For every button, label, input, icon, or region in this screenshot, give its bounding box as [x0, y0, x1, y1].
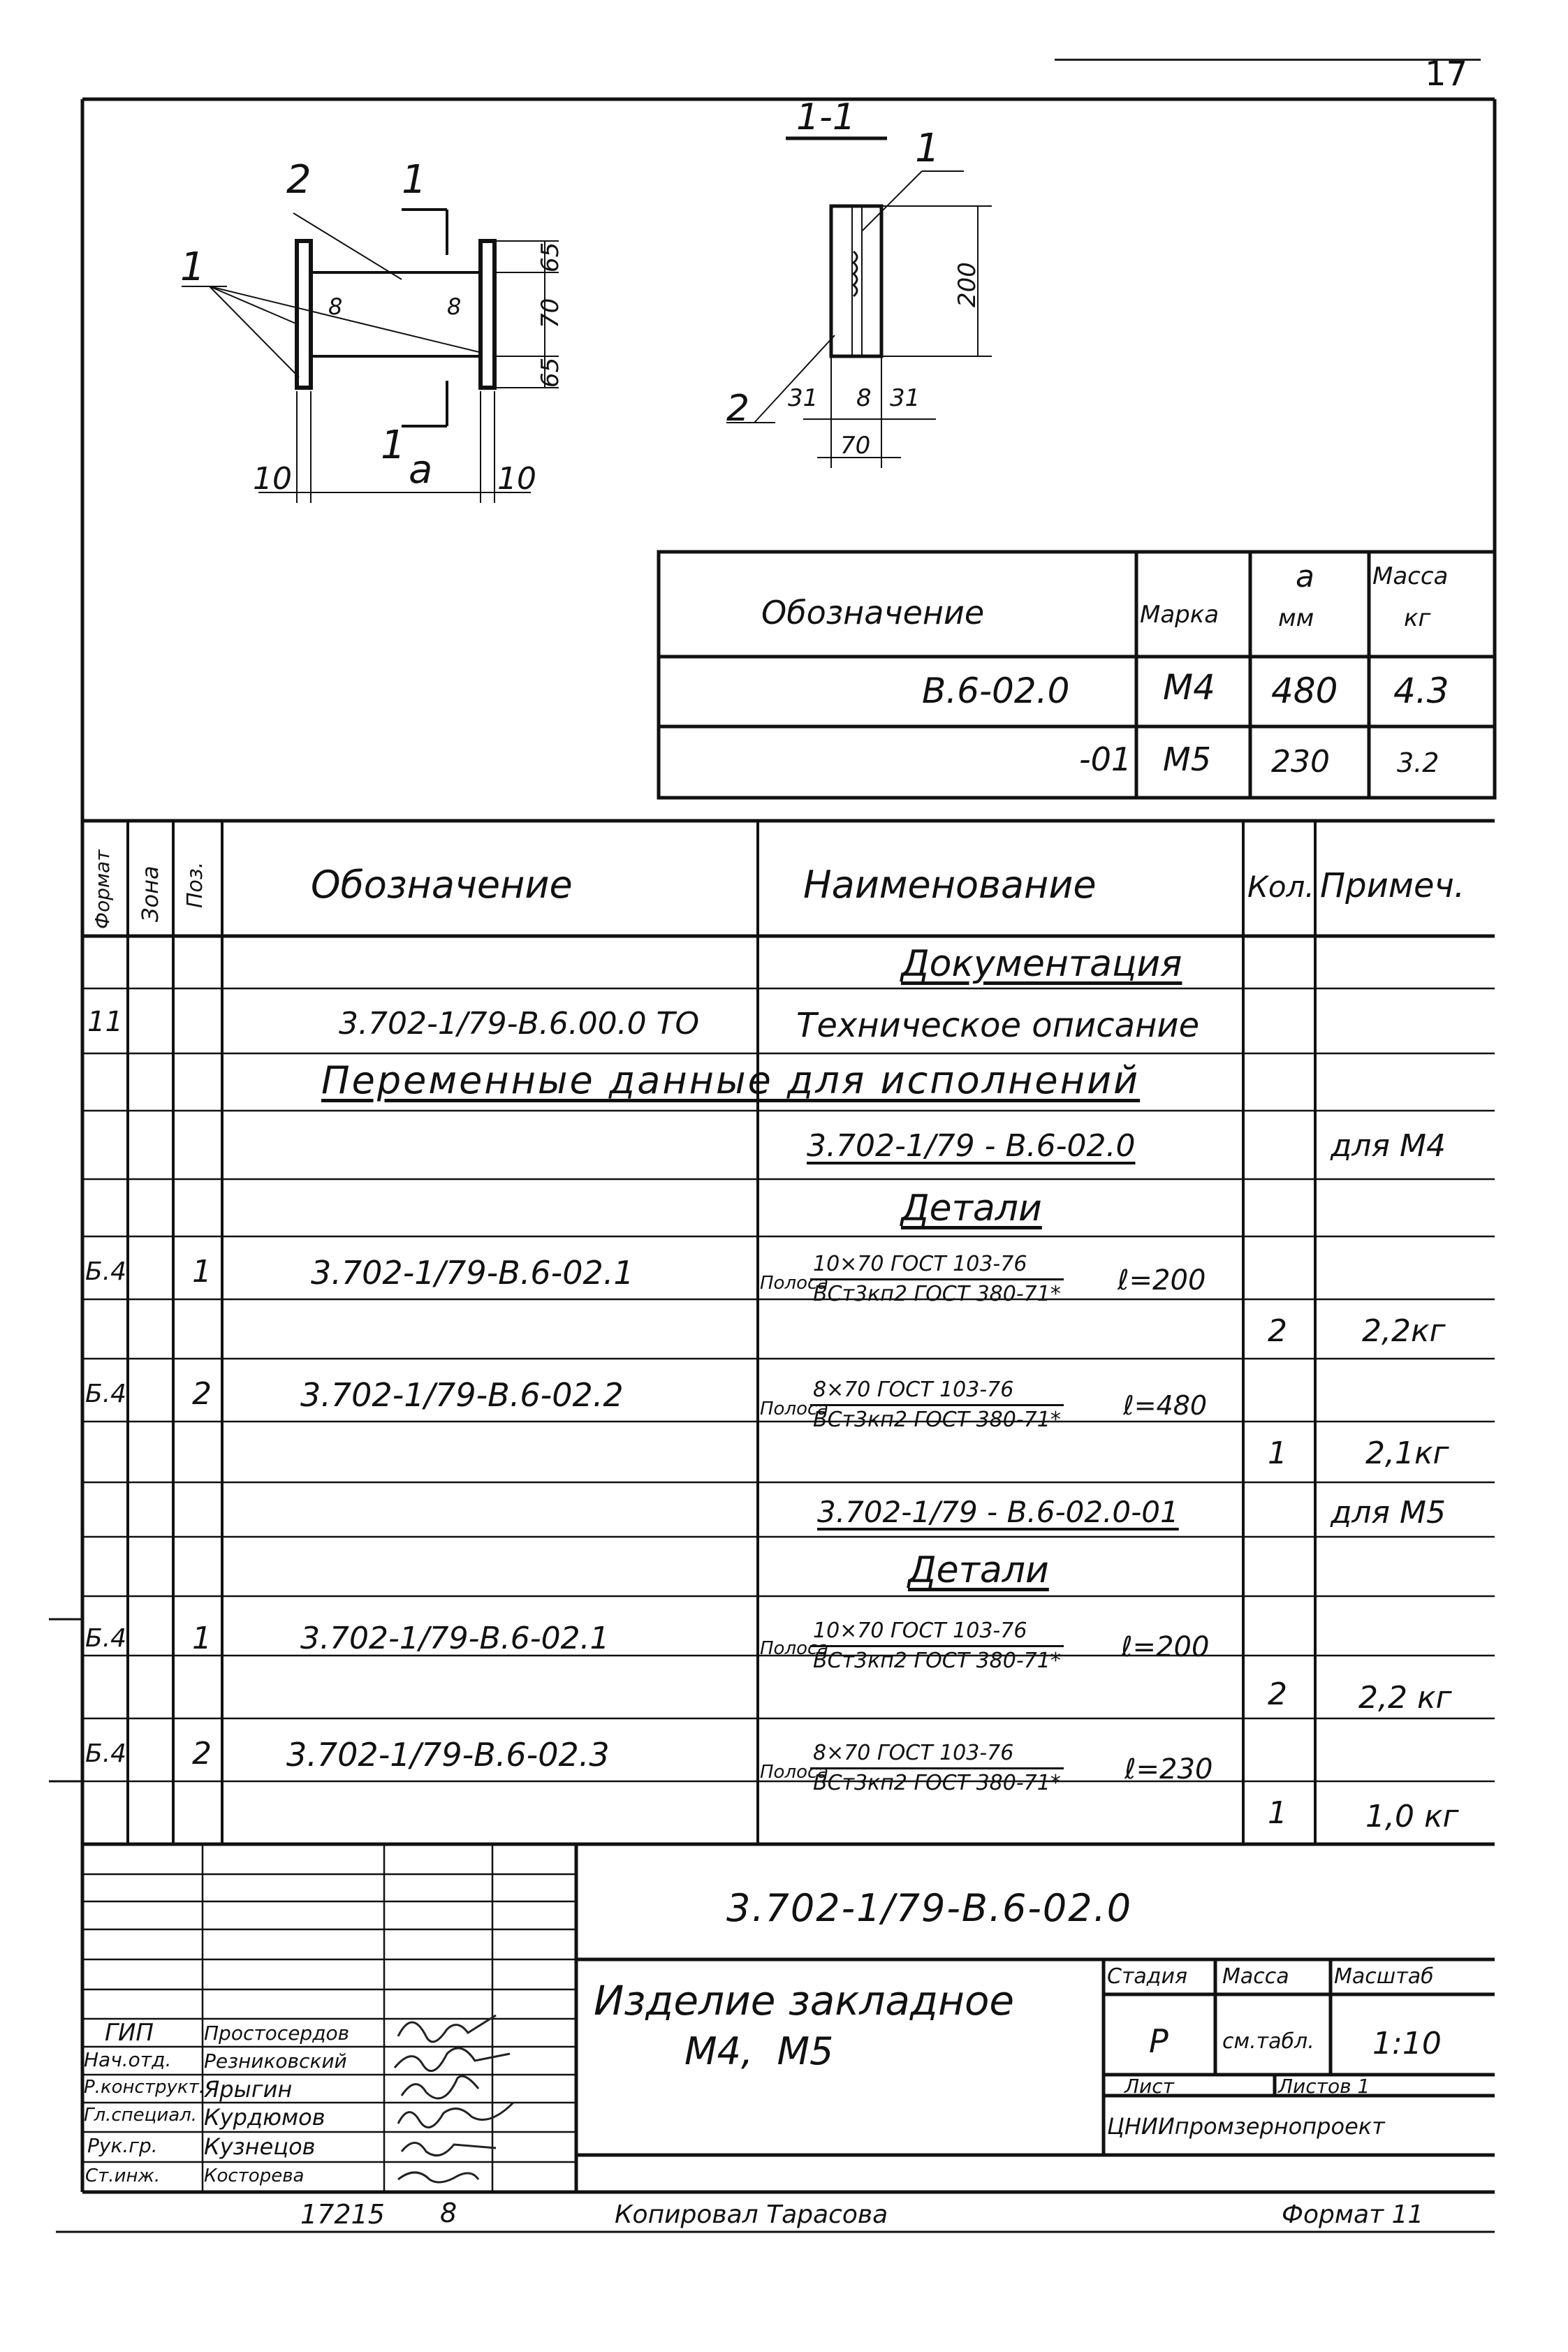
spec-header-qty: Кол. — [1247, 870, 1314, 904]
vt-header-mass: Масса — [1372, 562, 1449, 590]
spec-r1-note: 2,2кг — [1362, 1313, 1446, 1349]
tb-role-gip: ГИП — [105, 2019, 154, 2047]
vt-row2-designation: -01 — [1079, 740, 1132, 778]
spec-r3-designation: 3.702-1/79-В.6-02.1 — [300, 1621, 610, 1656]
dim-10-left: 10 — [253, 461, 292, 497]
vt-header-a-unit: мм — [1278, 604, 1314, 632]
tb-scale-label: Масштаб — [1334, 1964, 1434, 1989]
spec-r4-den: ВСт3кп2 ГОСТ 380-71* — [813, 1771, 1061, 1795]
spec-r4-profile — [810, 1739, 1064, 1797]
spec-variant1-note: для М4 — [1331, 1128, 1446, 1164]
tb-role-rkonstr: Р.конструкт. — [84, 2077, 205, 2098]
spec-header-pos: Поз. — [183, 861, 207, 908]
vt-row1-mark: М4 — [1163, 667, 1215, 708]
dim-65-top: 65 — [536, 242, 564, 272]
tb-name-rukgr: Кузнецов — [204, 2133, 316, 2160]
callout-cut-bot: 1 — [381, 423, 406, 468]
spec-doc-name: Техническое описание — [796, 1006, 1200, 1045]
spec-r4-designation: 3.702-1/79-В.6-02.3 — [286, 1736, 610, 1774]
spec-r2-qty: 1 — [1268, 1436, 1287, 1471]
tb-role-nach: Нач.отд. — [84, 2048, 172, 2071]
tb-role-stinzh: Ст.инж. — [85, 2165, 161, 2186]
spec-r2-prefix: Полоса — [760, 1398, 829, 1419]
callout-pos2-section: 2 — [726, 388, 750, 430]
spec-r3-qty: 2 — [1268, 1677, 1287, 1712]
spec-variant1-designation: 3.702-1/79 - В.6-02.0 — [807, 1128, 1136, 1164]
spec-r4-prefix: Полоса — [760, 1762, 829, 1783]
spec-r1-len: ℓ=200 — [1118, 1264, 1206, 1296]
spec-header-note: Примеч. — [1320, 866, 1465, 905]
spec-r2-pos: 2 — [192, 1376, 212, 1412]
callout-pos2: 2 — [286, 157, 312, 203]
spec-header-zone: Зона — [137, 865, 163, 922]
spec-r1-designation: 3.702-1/79-В.6-02.1 — [311, 1254, 634, 1292]
spec-r2-profile — [810, 1376, 1064, 1434]
vt-header-mark: Марка — [1140, 601, 1219, 629]
spec-details1: Детали — [901, 1188, 1042, 1229]
spec-r4-note: 1,0 кг — [1365, 1799, 1459, 1834]
dim-8-left: 8 — [328, 293, 343, 320]
tb-code: 3.702-1/79-В.6-02.0 — [726, 1886, 1133, 1930]
tb-mass-label: Масса — [1222, 1964, 1289, 1989]
tb-name-nach: Резниковский — [204, 2050, 347, 2073]
spec-r2-num: 8×70 ГОСТ 103-76 — [810, 1376, 1064, 1406]
tb-title-line1: Изделие закладное — [594, 1977, 1015, 2024]
dim-65-bottom: 65 — [536, 357, 564, 388]
spec-r3-profile — [810, 1617, 1064, 1675]
spec-r3-format: Б.4 — [85, 1624, 127, 1653]
spec-r1-qty: 2 — [1268, 1313, 1287, 1349]
dim-a: a — [409, 447, 433, 492]
footer-inventory: 17215 — [300, 2199, 385, 2230]
dim-10-right: 10 — [497, 461, 536, 497]
callout-pos1-left: 1 — [180, 244, 205, 290]
vt-header-designation: Обозначение — [761, 594, 985, 631]
vt-row1-designation: В.6-02.0 — [922, 671, 1070, 711]
spec-r2-note: 2,1кг — [1365, 1436, 1449, 1471]
footer-inventory-sheet: 8 — [440, 2198, 457, 2228]
section-label: 1-1 — [796, 96, 856, 138]
vt-row1-mass: 4.3 — [1393, 671, 1449, 711]
tb-name-glspec: Курдюмов — [204, 2104, 325, 2131]
vt-row2-mass: 3.2 — [1397, 747, 1439, 778]
spec-details2: Детали — [908, 1549, 1049, 1591]
spec-r2-len: ℓ=480 — [1123, 1390, 1208, 1421]
spec-doc-designation: 3.702-1/79-В.6.00.0 ТО — [339, 1006, 700, 1042]
dim-31-left: 31 — [788, 384, 819, 412]
dim-31-right: 31 — [890, 384, 921, 412]
spec-header-designation: Обозначение — [311, 863, 573, 907]
spec-r4-format: Б.4 — [85, 1739, 127, 1768]
spec-r3-prefix: Полоса — [760, 1638, 829, 1659]
tb-mass: см.табл. — [1222, 2029, 1314, 2054]
spec-r4-num: 8×70 ГОСТ 103-76 — [810, 1739, 1064, 1769]
callout-pos1-section: 1 — [915, 126, 940, 171]
spec-section-docs: Документация — [901, 943, 1182, 985]
tb-role-glspec: Гл.специал. — [84, 2105, 198, 2126]
spec-r2-designation: 3.702-1/79-В.6-02.2 — [300, 1376, 624, 1414]
spec-header-name: Наименование — [803, 863, 1097, 907]
vt-header-mass-unit: кг — [1404, 604, 1431, 632]
dim-200: 200 — [953, 262, 981, 307]
spec-r1-format: Б.4 — [85, 1257, 127, 1286]
spec-r3-len: ℓ=200 — [1121, 1631, 1210, 1663]
spec-r3-note: 2,2 кг — [1358, 1680, 1452, 1716]
spec-r4-len: ℓ=230 — [1124, 1753, 1213, 1785]
tb-org: ЦНИИпромзернопроект — [1107, 2113, 1385, 2140]
spec-r3-den: ВСт3кп2 ГОСТ 380-71* — [813, 1649, 1061, 1673]
tb-name-stinzh: Косторева — [204, 2165, 305, 2186]
spec-r1-prefix: Полоса — [760, 1273, 829, 1294]
tb-name-rkonstr: Ярыгин — [204, 2076, 293, 2103]
spec-r4-pos: 2 — [192, 1736, 212, 1772]
spec-doc-format: 11 — [87, 1006, 123, 1038]
spec-variable-data: Переменные данные для исполнений — [321, 1058, 1141, 1102]
footer-format: Формат 11 — [1282, 2200, 1424, 2229]
vt-row2-mark: М5 — [1163, 740, 1211, 778]
dim-8-section: 8 — [856, 384, 872, 412]
tb-stage: Р — [1149, 2022, 1168, 2060]
tb-sheet: Лист — [1124, 2075, 1174, 2098]
dim-70: 70 — [536, 298, 564, 328]
tb-scale: 1:10 — [1372, 2026, 1442, 2061]
tb-role-rukgr: Рук.гр. — [87, 2134, 158, 2157]
spec-r3-num: 10×70 ГОСТ 103-76 — [810, 1617, 1064, 1647]
spec-r1-num: 10×70 ГОСТ 103-76 — [810, 1250, 1064, 1280]
dim-8-right: 8 — [447, 293, 462, 320]
footer-copied: Копировал Тарасова — [615, 2200, 888, 2229]
spec-r4-qty: 1 — [1268, 1795, 1287, 1831]
vt-row2-a: 230 — [1271, 744, 1330, 780]
tb-name-gip: Простосердов — [204, 2022, 350, 2045]
sheet-number: 17 — [1425, 54, 1468, 94]
spec-r2-format: Б.4 — [85, 1380, 127, 1408]
vt-header-a: a — [1296, 559, 1314, 594]
spec-r1-profile — [810, 1250, 1064, 1308]
spec-variant2-note: для М5 — [1331, 1495, 1446, 1531]
spec-header-format: Формат — [91, 849, 114, 929]
tb-title-line2: М4, М5 — [684, 2029, 834, 2073]
callout-cut-top: 1 — [402, 157, 427, 203]
dim-70-section: 70 — [840, 432, 871, 460]
tb-sheets: Листов 1 — [1278, 2075, 1370, 2098]
spec-r1-pos: 1 — [192, 1254, 212, 1290]
signatures — [384, 2012, 566, 2192]
tb-stage-label: Стадия — [1107, 1964, 1188, 1989]
spec-variant2-designation: 3.702-1/79 - В.6-02.0-01 — [817, 1495, 1179, 1529]
vt-row1-a: 480 — [1271, 671, 1338, 711]
spec-r2-den: ВСт3кп2 ГОСТ 380-71* — [813, 1408, 1061, 1432]
spec-r1-den: ВСт3кп2 ГОСТ 380-71* — [813, 1282, 1061, 1306]
spec-r3-pos: 1 — [192, 1621, 212, 1656]
